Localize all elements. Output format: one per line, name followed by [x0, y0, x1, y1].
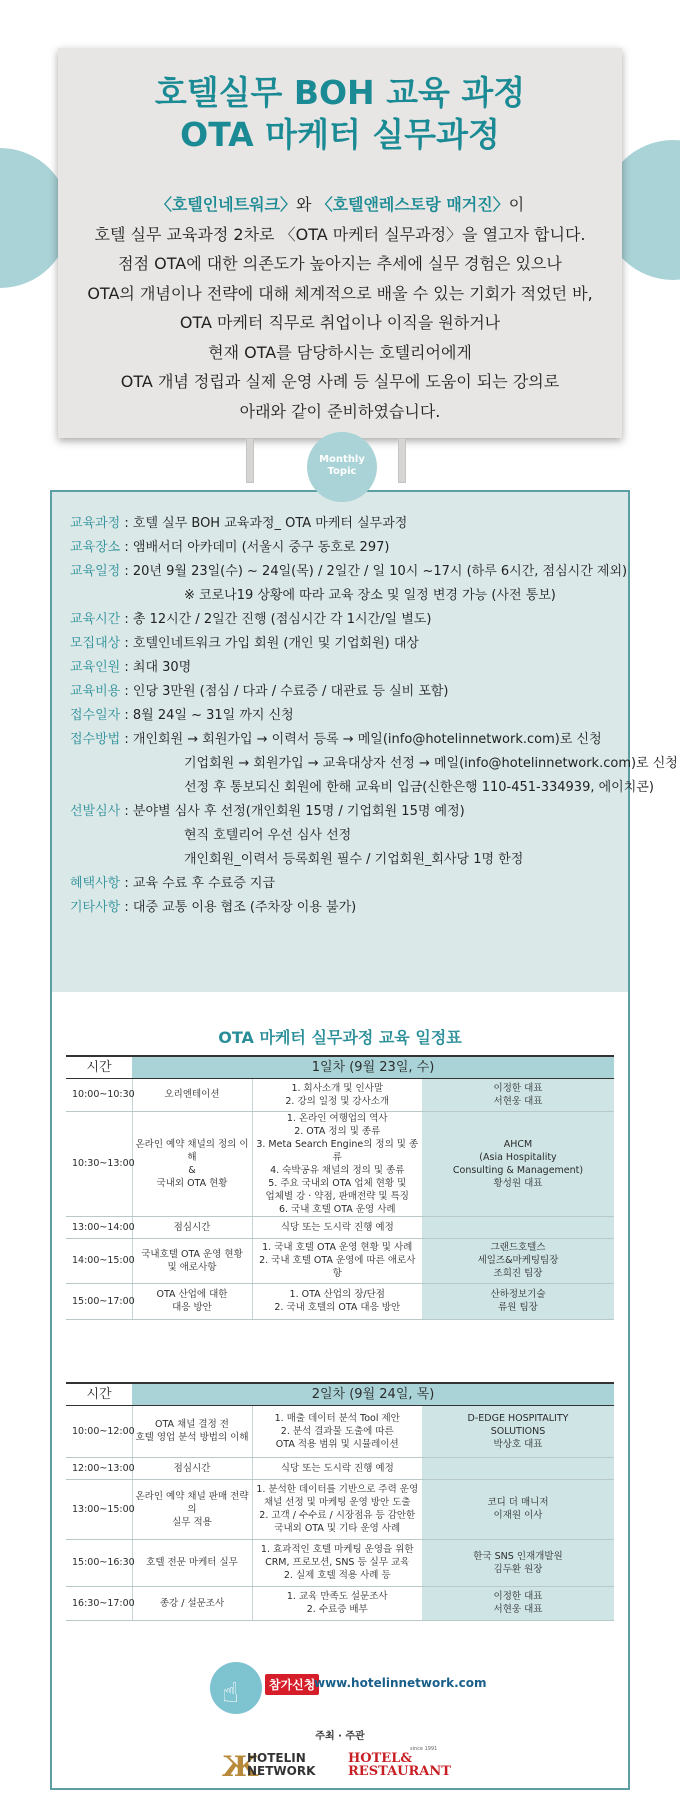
session-topic: OTA 산업에 대한 대응 방안 [132, 1283, 252, 1319]
info-label: 선발심사 [70, 804, 121, 819]
logo2-since: since 1991 [410, 1746, 438, 1752]
info-value: 인당 3만원 (점심 / 다과 / 수료증 / 대관료 등 실비 포함) [132, 684, 449, 699]
session-topic: 점심시간 [132, 1457, 252, 1479]
day2-header: 2일차 (9월 24일, 목) [132, 1383, 614, 1405]
session-time: 13:00~14:00 [66, 1216, 132, 1238]
logo2-line1: HOTEL& [348, 1751, 413, 1766]
badge-line1: Monthly [319, 454, 365, 465]
session-time: 10:00~10:30 [66, 1078, 132, 1111]
intro-line: 점점 OTA에 대한 의존도가 높아지는 추세에 실무 경험은 있으나 [118, 254, 562, 273]
info-value: 8월 24일 ~ 31일 까지 신청 [132, 708, 294, 723]
session-topic: 국내호텔 OTA 운영 현황 및 애로사항 [132, 1238, 252, 1283]
info-value: 총 12시간 / 2일간 진행 (점심시간 각 1시간/일 별도) [132, 612, 432, 627]
intro-line: OTA 마케터 직무로 취업이나 이직을 원하거나 [179, 313, 501, 332]
session-time: 13:00~15:00 [66, 1479, 132, 1539]
intro-line: 아래와 같이 준비하였습니다. [239, 401, 441, 421]
info-row-selection: 선발심사 : 분야별 심사 후 선정(개인회원 15명 / 기업회원 15명 예정) [70, 804, 465, 819]
schedule-row [66, 1111, 614, 1216]
session-speaker: 코디 더 매니저 이재원 이사 [422, 1479, 614, 1539]
info-label: 교육비용 [70, 684, 121, 699]
session-content: 1. 분석한 데이터를 기반으로 주력 운영 채널 선정 및 마케팅 운영 방안 도출 2. 고객 / 수수료 / 시장점유 등 감안한 국내외 OTA 및 기타 운영 사례 [252, 1479, 422, 1539]
info-label: 교육과정 [70, 516, 121, 531]
apply-section[interactable] [210, 1670, 490, 1710]
session-content: 1. 교육 만족도 설문조사 2. 수료증 배부 [252, 1586, 422, 1620]
info-select-hotelier: 현직 호텔리어 우선 심사 선정 [184, 828, 352, 843]
info-label: 모집대상 [70, 636, 121, 651]
info-label: 교육일정 [70, 564, 121, 579]
intro-line: 호텔 실무 교육과정 2차로 〈OTA 마케터 실무과정〉을 열고자 합니다. [94, 224, 586, 244]
session-speaker: 산하정보기술 류원 팀장 [422, 1283, 614, 1319]
session-time: 10:00~12:00 [66, 1405, 132, 1457]
session-time: 14:00~15:00 [66, 1238, 132, 1283]
session-topic: 오리엔테이션 [132, 1078, 252, 1111]
schedule-row [66, 1216, 614, 1238]
hotelin-network-mark-icon: Ж [222, 1750, 259, 1783]
session-speaker: D-EDGE HOSPITALITY SOLUTIONS 박상호 대표 [422, 1405, 614, 1457]
info-label: 접수일자 [70, 708, 121, 723]
schedule-title: OTA 마케터 실무과정 교육 일정표 [218, 1028, 462, 1047]
logo2-line2: RESTAURANT [348, 1764, 451, 1779]
info-label: 교육장소 [70, 540, 121, 555]
session-topic: 종강 / 설문조사 [132, 1586, 252, 1620]
session-time: 12:00~13:00 [66, 1457, 132, 1479]
sign-post-right [398, 438, 406, 483]
hotelin-network-logo [222, 1748, 332, 1782]
session-content: 1. 효과적인 호텔 마케팅 운영을 위한 CRM, 프로모션, SNS 등 실무 교육 2. 실제 호텔 적용 사례 등 [252, 1539, 422, 1586]
info-row-apply-date: 접수일자 : 8월 24일 ~ 31일 까지 신청 [70, 708, 294, 723]
intro-text [58, 190, 622, 426]
day2-rows [66, 1405, 614, 1620]
info-row-cost: 교육비용 : 인당 3만원 (점심 / 다과 / 수료증 / 대관료 등 실비 포함) [70, 684, 449, 699]
session-speaker [422, 1457, 614, 1479]
intro-partner1: 〈호텔인네트워크〉 [155, 195, 297, 214]
info-select-required: 개인회원_이력서 등록회원 필수 / 기업회원_회사당 1명 한정 [184, 852, 524, 867]
session-content: 1. 온라인 여행업의 역사 2. OTA 정의 및 종류 3. Meta Search Engine의 정의 및 종류 4. 숙박공유 채널의 정의 및 종류 5. 주요 국내외 OTA 업체 현황 및 업체별 강 · 약점, 판매전략 및 특징 6. 국내 호텔 OTA 운영 사례 [252, 1111, 422, 1216]
session-speaker: 한국 SNS 인재개발원 김두환 원장 [422, 1539, 614, 1586]
schedule-row [66, 1238, 614, 1283]
info-row-hours: 교육시간 : 총 12시간 / 2일간 진행 (점심시간 각 1시간/일 별도) [70, 612, 432, 627]
logo1-line2: NETWORK [247, 1764, 316, 1778]
sign-post-left [246, 438, 254, 483]
info-value: 20년 9월 23일(수) ~ 24일(목) / 2일간 / 일 10시 ~17시 (하루 6시간, 점심시간 제외) [132, 564, 628, 579]
intro-partner2: 〈호텔앤레스토랑 매거진〉 [316, 195, 509, 214]
info-apply-corp: 기업회원 → 회원가입 → 교육대상자 선정 → 메일(info@hotelinnetwork.com)로 신청 [184, 756, 678, 771]
schedule-table-day1 [66, 1055, 614, 1320]
info-value: 교육 수료 후 수료증 지급 [132, 876, 276, 891]
schedule-row [66, 1283, 614, 1319]
schedule-row [66, 1586, 614, 1620]
session-content: 1. 매출 데이터 분석 Tool 제안 2. 분석 결과물 도출에 따른 OTA 적용 범위 및 시뮬레이션 [252, 1405, 422, 1457]
info-schedule-note: ※ 코로나19 상황에 따라 교육 장소 및 일정 변경 가능 (사전 통보) [184, 588, 556, 603]
host-label: 주최 · 주관 [315, 1731, 365, 1742]
info-row-schedule: 교육일정 : 20년 9월 23일(수) ~ 24일(목) / 2일간 / 일 10시 ~17시 (하루 6시간, 점심시간 제외) [70, 564, 628, 579]
day1-rows [66, 1078, 614, 1319]
schedule-table-day2 [66, 1382, 614, 1621]
intro-line: 현재 OTA를 담당하시는 호텔리어에게 [208, 342, 472, 362]
info-value: 대중 교통 이용 협조 (주차장 이용 불가) [132, 900, 357, 915]
logo1-line1: HOTELIN [247, 1751, 306, 1765]
time-header: 시간 [66, 1383, 132, 1405]
schedule-row [66, 1479, 614, 1539]
schedule-row [66, 1457, 614, 1479]
session-speaker: 이정한 대표 서현웅 대표 [422, 1586, 614, 1620]
session-topic: 온라인 예약 채널 판매 전략의 실무 적용 [132, 1479, 252, 1539]
info-row-capacity: 교육인원 : 최대 30명 [70, 660, 192, 675]
monthly-topic-badge [307, 432, 377, 502]
session-topic: 점심시간 [132, 1216, 252, 1238]
pointing-hand-icon: ☝ [222, 1676, 240, 1709]
info-value: 호텔 실무 BOH 교육과정_ OTA 마케터 실무과정 [132, 516, 408, 531]
session-content: 1. OTA 산업의 장/단점 2. 국내 호텔의 OTA 대응 방안 [252, 1283, 422, 1319]
schedule-row [66, 1078, 614, 1111]
course-info-box [52, 492, 678, 992]
session-time: 15:00~16:30 [66, 1539, 132, 1586]
session-topic: OTA 채널 결정 전 호텔 영업 분석 방법의 이해 [132, 1405, 252, 1457]
session-content: 식당 또는 도시락 진행 예정 [252, 1216, 422, 1238]
session-speaker [422, 1216, 614, 1238]
info-row-course: 교육과정 : 호텔 실무 BOH 교육과정_ OTA 마케터 실무과정 [70, 516, 408, 531]
session-topic: 호텔 전문 마케터 실무 [132, 1539, 252, 1586]
session-time: 15:00~17:00 [66, 1283, 132, 1319]
session-speaker: AHCM (Asia Hospitality Consulting & Management) 황성원 대표 [422, 1111, 614, 1216]
session-time: 10:30~13:00 [66, 1111, 132, 1216]
intro-and: 와 [296, 195, 317, 214]
badge-line2: Topic [327, 466, 357, 477]
time-header: 시간 [66, 1056, 132, 1078]
info-row-target: 모집대상 : 호텔인네트워크 가입 회원 (개인 및 기업회원) 대상 [70, 636, 419, 651]
hotel-restaurant-logo [348, 1746, 451, 1782]
session-speaker: 이정한 대표 서현웅 대표 [422, 1078, 614, 1111]
intro-line: OTA의 개념이나 전략에 대해 체계적으로 배울 수 있는 기회가 적었던 바, [87, 283, 593, 303]
intro-line-0 [58, 190, 622, 220]
schedule-row [66, 1405, 614, 1457]
day1-header: 1일차 (9월 23일, 수) [132, 1056, 614, 1078]
info-value: 개인회원 → 회원가입 → 이력서 등록 → 메일(info@hotelinnetwork.com)로 신청 [132, 732, 602, 747]
page-title-line2: OTA 마케터 실무과정 [180, 115, 500, 154]
info-label: 기타사항 [70, 900, 121, 915]
session-content: 1. 국내 호텔 OTA 운영 현황 및 사례 2. 국내 호텔 OTA 운영에 따른 애로사항 [252, 1238, 422, 1283]
session-speaker: 그랜드호텔스 세일즈&마케팅팀장 조희진 팀장 [422, 1238, 614, 1283]
info-label: 접수방법 [70, 732, 121, 747]
info-value: 호텔인네트워크 가입 회원 (개인 및 기업회원) 대상 [132, 636, 419, 651]
header-signboard [58, 48, 622, 438]
info-apply-payment: 선정 후 통보되신 회원에 한해 교육비 입금(신한은행 110-451-334939, 에이치콘) [184, 780, 654, 795]
session-time: 16:30~17:00 [66, 1586, 132, 1620]
session-content: 식당 또는 도시락 진행 예정 [252, 1457, 422, 1479]
info-value: 최대 30명 [132, 660, 192, 675]
info-row-etc: 기타사항 : 대중 교통 이용 협조 (주차장 이용 불가) [70, 900, 357, 915]
intro-suffix: 이 [508, 195, 525, 214]
info-label: 교육시간 [70, 612, 121, 627]
schedule-row [66, 1539, 614, 1586]
intro-line: OTA 개념 정립과 실제 운영 사례 등 실무에 도움이 되는 강의로 [120, 372, 560, 391]
info-value: 앰배서더 아카데미 (서울시 중구 동호로 297) [132, 540, 390, 555]
apply-button[interactable]: 참가신청 [265, 1674, 319, 1695]
session-content: 1. 회사소개 및 인사말 2. 강의 일정 및 강사소개 [252, 1078, 422, 1111]
info-row-apply-method: 접수방법 : 개인회원 → 회원가입 → 이력서 등록 → 메일(info@hotelinnetwork.com)로 신청 [70, 732, 602, 747]
info-row-benefit: 혜택사항 : 교육 수료 후 수료증 지급 [70, 876, 276, 891]
info-label: 교육인원 [70, 660, 121, 675]
info-value: 분야별 심사 후 선정(개인회원 15명 / 기업회원 15명 예정) [132, 804, 465, 819]
info-label: 혜택사항 [70, 876, 121, 891]
session-topic: 온라인 예약 채널의 정의 이해 & 국내외 OTA 현황 [132, 1111, 252, 1216]
page-title-line1: 호텔실무 BOH 교육 과정 [154, 73, 526, 112]
info-row-place: 교육장소 : 앰배서더 아카데미 (서울시 중구 동호로 297) [70, 540, 390, 555]
website-link[interactable]: www.hotelinnetwork.com [314, 1676, 487, 1690]
